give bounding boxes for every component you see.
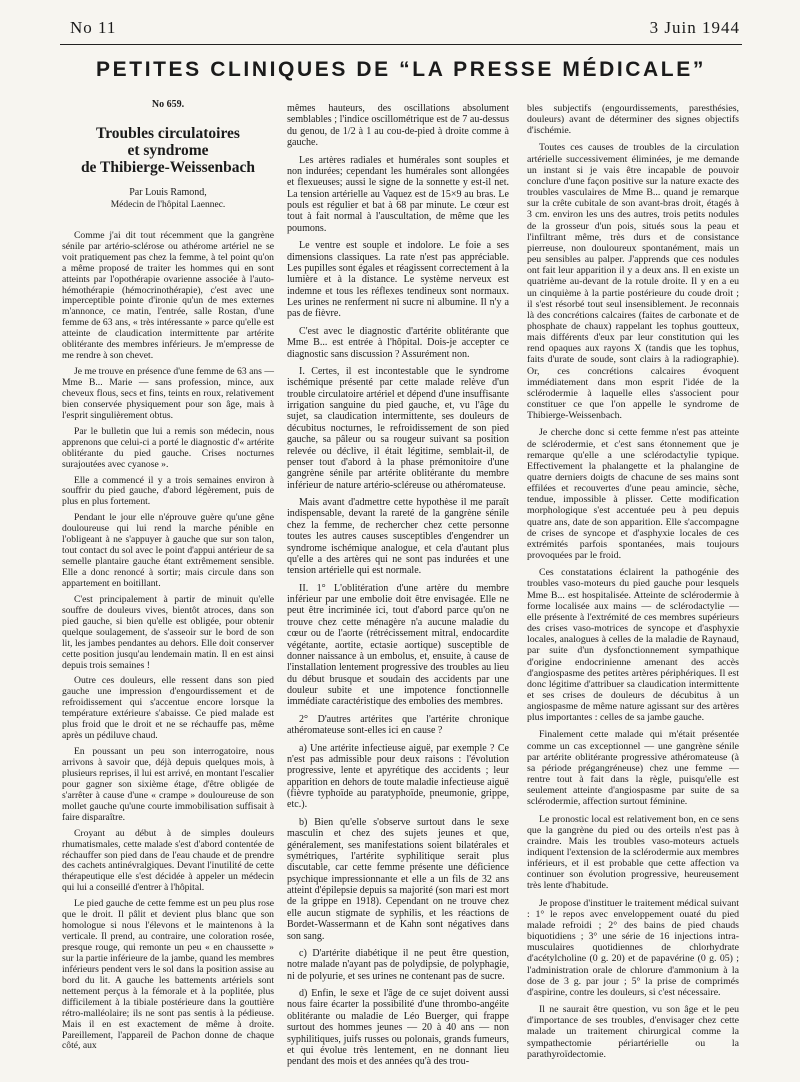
paragraph: Toutes ces causes de troubles de la circulation artérielle successivement éliminées, je me demande un instant si je vais être incapable de pouvoir conclure d'une façon positive sur la nature exacte des troubles vasculaires de Mme B... quand je remarque sur la crête cubitale de son avant-bras droit, étagés à 3 cm. environ les uns des autres, trois petits nodules de la grosseur d'un pois, situés sous la peau et l'infiltrant même, très durs et de consistance pierreuse, non douloureux spontanément, mais un peu sensibles au palper. J'apprends que ces nodules ont fait leur apparition il y a deux ans. Il en existe un quatrième au-devant de la rotule droite. Il y en a eu un cinquième à la partie postérieure du coude droit ; il s'est résorbé tout seul insensiblement. Je reconnais là des concrétions calcaires (faites de carbonate et de phosphate de chaux) rappelant les tophus goutteux, mais différents d'eux par leur constitution qui les rend opaques aux rayons X (tandis que les tophus, faits d'urate de soude, sont clairs à la radiographie). Or, ces concrétions calcaires évoquent immédiatement dans mon esprit l'idée de la sclérodermie à laquelle elles s'associent pour constituer ce que l'on appelle le syndrome de Thibierge-Weissenbach. xyxy=(527,142,739,422)
paragraph: bles subjectifs (engourdissements, paresthésies, douleurs) avant de déterminer des signes objectifs d'ischémie. xyxy=(527,103,739,137)
paragraph: En poussant un peu son interrogatoire, nous arrivons à savoir que, déjà depuis quelques mois, à plusieurs reprises, il lui est arrivé, en montant l'escalier pour gagner son sixième étage, d'être obligée de s'arrêter à cause d'une « crampe » douloureuse de son mollet gauche qu'une courte immobilisation suffisait à faire disparaître. xyxy=(62,746,274,823)
paragraph: b) Bien qu'elle s'observe surtout dans le sexe masculin et chez des sujets jeunes et que, généralement, ses manifestations soient bilatérales et symétriques, l'artérite syphilitique serait plus discutable, car cette femme présente une déficience psychique impressionnante et elle a un fils de 32 ans atteint d'épilepsie depuis sa majorité (son mari est mort de la grippe en 1918). Cependant on ne trouve chez elle aucun stigmate de syphilis, et les réactions de Bordet-Wassermann et de Kahn sont négatives dans son sang. xyxy=(287,816,509,942)
article-number: No 659. xyxy=(151,99,185,110)
paragraph: Mais avant d'admettre cette hypothèse il me paraît indispensable, devant la rareté de la gangrène sénile chez la femme, de rechercher chez cette personne toutes les autres causes susceptibles d'engendrer un syndrome ischémique analogue, et cela d'autant plus qu'elle a des artères qui ne sont pas indurées et une tension artérielle qui est normale. xyxy=(287,497,509,577)
paragraph: Je me trouve en présence d'une femme de 63 ans — Mme B... Marie — sans profession, mince, aux cheveux flous, secs et fins, teints en roux, relativement bien conservée physiquement pour son âge, mais à l'esprit singulièrement obtus. xyxy=(62,366,274,421)
column-2 xyxy=(287,103,509,1074)
paragraph: a) Une artérite infectieuse aiguë, par exemple ? Ce n'est pas admissible pour deux raisons : l'évolution progressive, lente et apyrétique des accidents ; leur apparition en dehors de toute maladie infectieuse aiguë (fièvre typhoïde au paratyphoïde, pneumonie, grippe, etc.). xyxy=(287,742,509,811)
paragraph: Comme j'ai dit tout récemment que la gangrène sénile par artério-sclérose ou athérome artériel ne se voit pratiquement pas chez la femme, à tel point qu'on a même proposé de traiter les hommes qui en sont atteints par l'opothérapie ovarienne associée à l'auto-hémothérapie (hémocrinothérapie), c'est avec une imperceptible pointe d'ironie qu'un de mes externes m'annonce, ce matin, l'entrée, salle Rostan, d'une femme de 63 ans, « très intéressante » parce qu'elle est atteinte de claudication intermittente par artérite oblitérante des membres inférieurs. Je m'empresse de me rendre à son chevet. xyxy=(62,229,274,362)
journal-title: PETITES CLINIQUES DE “LA PRESSE MÉDICALE” xyxy=(96,58,706,81)
paragraph: I. Certes, il est incontestable que le syndrome ischémique présenté par cette malade relève d'un trouble circulatoire artériel et dépend d'une insuffisante irrigation sanguine du pied gauche, et, vu l'âge du sujet, sa claudication intermittente, ses douleurs de décubitus nocturnes, le refroidissement de son pied gauche, sa pâleur ou sa rougeur suivant sa position relevée ou déclive, il était légitime, semblait-il, de penser tout d'abord à la phase prémonitoire d'une gangrène sénile par artérite oblitérante du membre inférieur de nature artério-scléreuse ou athéromateuse. xyxy=(287,365,510,491)
paragraph: mêmes hauteurs, des oscillations absolument semblables ; l'indice oscillométrique est de 7 au-dessus du genou, de 1/2 à 1 au cou-de-pied à droite comme à gauche. xyxy=(287,103,509,149)
paragraph: Le pronostic local est relativement bon, en ce sens que la gangrène du pied ou des orteils n'est pas à craindre. Mais les troubles vaso-moteurs actuels indiquent l'extension de la sclérodermie aux membres inférieurs, et il est probable que cette affection va continuer son évolution progressive, heureusement très lente d'habitude. xyxy=(527,813,739,892)
paragraph: Je propose d'instituer le traitement médical suivant : 1° le repos avec enveloppement ouaté du pied malade refroidi ; 2° des bains de pied chauds biquotidiens ; 3° une série de 16 injections intra-musculaires quotidiennes de chlorhydrate d'acétylcholine (0 g. 20) et de papavérine (0 g. 05) ; l'administration orale de chlorure d'ammonium à la dose de 3 g. par jour ; 5° la prise de comprimés d'aspirine, contre les douleurs, si c'est nécessaire. xyxy=(527,897,739,998)
column-3 xyxy=(527,103,739,1066)
column-1 xyxy=(62,96,274,1057)
article-title xyxy=(62,125,274,176)
paragraph: Ces constatations éclairent la pathogénie des troubles vaso-moteurs du pied gauche pour lesquels Mme B... est hospitalisée. Atteinte de sclérodermie à forme localisée aux mains — de sclérodactylie — elle présente à l'extrémité de ces membres supérieurs des crises vaso-motrices de syncope et d'asphyxie locales, analogues à celles de la maladie de Raynaud, par suite d'un dysfonctionnement sympathique d'origine endocrinienne amenant des accès d'angiospasme des petites artères périphériques. Il est donc légitime d'attribuer sa claudication intermittente et ses crises de douleurs de décubitus à un angiospasme de même nature agissant sur des artères plus importantes : celles de sa jambe gauche. xyxy=(527,567,739,724)
paragraph: Les artères radiales et humérales sont souples et non indurées; cependant les humérales sont allongées et flexueuses; aussi le signe de la sonnette y est-il net. La tension artérielle au Vaquez est de 15×9 au bras. Le pouls est régulier et bat à 68 par minute. Le cœur est tout à fait normal à l'auscultation, de même que les poumons. xyxy=(287,154,509,234)
paragraph: d) Enfin, le sexe et l'âge de ce sujet doivent aussi nous faire écarter la possibilité d'une thrombo-angéite oblitérante ou maladie de Léo Buerger, qui frappe surtout des hommes jeunes — 20 à 40 ans — non syphilitiques, juifs russes ou polonais, grands fumeurs, et qui évolue très lentement, en ne donnant lieu pendant des mois et des années qu'à des trou- xyxy=(287,988,509,1068)
issue-date: 3 Juin 1944 xyxy=(649,18,740,37)
issue-number: No 11 xyxy=(70,18,117,37)
paragraph: Croyant au début à de simples douleurs rhumatismales, cette malade s'est d'abord contentée de réchauffer son pied dans de l'eau chaude et de prendre des cachets antinévralgiques. Devant l'inutilité de cette thérapeutique elle s'est décidée à appeler un médecin qui lui a conseillé d'entrer à l'hôpital. xyxy=(62,827,274,894)
paragraph: 2° D'autres artérites que l'artérite chronique athéromateuse sont-elles ici en cause ? xyxy=(287,713,509,737)
paragraph: Elle a commencé il y a trois semaines environ à souffrir du pied gauche, d'abord légèrement, puis de plus en plus fortement. xyxy=(62,474,274,508)
paragraph: c) D'artérite diabétique il ne peut être question, notre malade n'ayant pas de polydipsie, de polyphagie, ni de polyurie, et ses urines ne contenant pas de sucre. xyxy=(287,947,509,982)
paragraph: Le pied gauche de cette femme est un peu plus rose que le droit. Il pâlit et devient plus blanc que son homologue si nous l'élevons et le maintenons à la verticale. Il prend, au contraire, une coloration rosée, presque rouge, qui remonte un peu « en chaussette » sur la partie inférieure de la jambe, quand les membres inférieurs pendent vers le sol dans la position assise au bord du lit. A gauche les battements artériels sont nettement perçus à la fémorale et à la poplitée, plus difficilement à la tibiale postérieure dans la gouttière rétro-malléolaire; ils ne sont pas sentis à la pédieuse. Mais il en est exactement de même à droite. Pareillement, l'appareil de Pachon donne de chaque côté, aux xyxy=(62,898,274,1052)
paragraph: Finalement cette malade qui m'était présentée comme un cas exceptionnel — une gangrène sénile par artérite oblitérante progressive athéromateuse (à sa période prégangréneuse) chez une femme — rentre tout à fait dans la règle, puisqu'elle est seulement atteinte d'angiospasme par suite de sa sclérodermie, affection surtout féminine. xyxy=(527,729,739,808)
paragraph: Je cherche donc si cette femme n'est pas atteinte de sclérodermie, et c'est sans étonnement que je remarque qu'elle a une sclérodactylie typique. Effectivement la phalangette et la phalangine de quatre derniers doigts de chacune de ses mains sont effilées et recouvertes d'une peau amincie, sèche, tendue, impossible à plisser. Cette modification morphologique s'est accentuée peu à peu depuis quatre ans, date de son apparition. Elle s'accompagne de crises de syncope et d'asphyxie locales de ces extrémités parfois spontanées, mais toujours provoquées par le froid. xyxy=(527,427,739,562)
paragraph: Par le bulletin que lui a remis son médecin, nous apprenons que celui-ci a porté le diagnostic d'« artérite oblitérante du pied gauche. Crises nocturnes surajoutées avec cyanose ». xyxy=(62,425,274,470)
paragraph: II. 1° L'oblitération d'une artère du membre inférieur par une embolie doit être envisagée. Elle ne peut être incriminée ici, tout d'abord parce qu'on ne trouve chez cette ménagère n'a aucune maladie du cœur ou de l'aorte (rétrécissement mitral, endocardite végétante, aortite, ectasie aortique) susceptible de donner naissance à un embolus, et, ensuite, à cause de l'installation lentement progressive des troubles au lieu du début brusque et soudain des accidents par une douleur subite et une impotence fonctionnelle immédiate caractéristique des embolies des membres. xyxy=(287,582,509,708)
paragraph: Pendant le jour elle n'éprouve guère qu'une gêne douloureuse qui lui rend la marche pénible en l'obligeant à ne s'appuyer à gauche que sur son talon, tout contact du sol avec le point d'appui antérieur de sa semelle plantaire gauche étant extrêmement sensible. Elle a donc renoncé à sortir; mais circule dans son appartement en boitillant. xyxy=(62,512,274,589)
title-line: de Thibierge-Weissenbach xyxy=(80,158,256,176)
page-header xyxy=(70,14,740,38)
author-affiliation: Médecin de l'hôpital Laennec. xyxy=(110,199,226,210)
article-author: Par Louis Ramond, xyxy=(129,186,207,198)
title-line: et syndrome xyxy=(127,141,209,159)
title-line: Troubles circulatoires xyxy=(96,124,240,142)
paragraph: Le ventre est souple et indolore. Le foie a ses dimensions classiques. La rate n'est pas appréciable. Les pupilles sont égales et réagissent correctement à la lumière et à la distance. Le système nerveux est indemne et tous les réflexes tendineux sont normaux. Les urines ne renferment ni sucre ni albumine. Il n'y a pas de fièvre. xyxy=(287,240,509,320)
paragraph: Il ne saurait être question, vu son âge et le peu d'importance de ses troubles, d'envisager chez cette malade un traitement chirurgical comme la sympathectomie périartérielle ou la parathyroïdectomie. xyxy=(527,1004,739,1060)
paragraph: C'est avec le diagnostic d'artérite oblitérante que Mme B... est entrée à l'hôpital. Dois-je accepter ce diagnostic sans discussion ? Assurément non. xyxy=(287,325,509,360)
paragraph: Outre ces douleurs, elle ressent dans son pied gauche une impression d'engourdissement et de refroidissement qui s'accentue encore lorsque la température extérieure s'abaisse. Ce pied malade est plus froid que le droit et ne se réchauffe pas, même après un pédiluve chaud. xyxy=(62,675,274,742)
header-rule xyxy=(60,44,742,45)
paragraph: C'est principalement à partir de minuit qu'elle souffre de douleurs vives, bientôt atroces, dans son pied gauche, si bien qu'elle est obligée, pour obtenir quelque soulagement, de s'asseoir sur le bord de son lit, les jambes pendantes au dehors. Elle doit conserver cette position jusqu'au lendemain matin. Il en est ainsi depuis trois semaines ! xyxy=(62,593,274,671)
